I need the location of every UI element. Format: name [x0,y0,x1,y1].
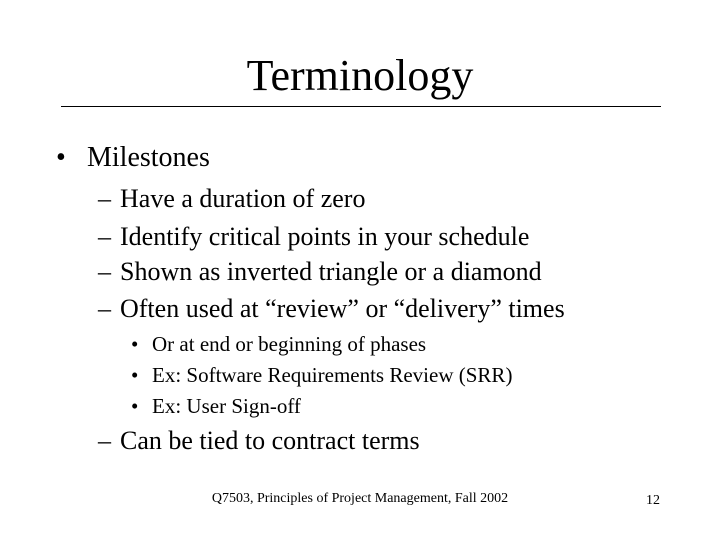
nested-point-2 [131,361,512,389]
sub-point-1 [98,182,365,216]
bullet-marker: • [131,332,139,356]
dash-marker: – [98,257,111,286]
sub-point-3 [98,255,542,289]
slide-title: Terminology [246,51,474,100]
sub-point-4 [98,292,565,326]
sub-point-5 [98,424,420,458]
dash-marker: – [98,294,111,323]
sub-point-text: Have a duration of zero [120,184,366,213]
sub-point-text: Identify critical points in your schedule [120,222,530,251]
dash-marker: – [98,222,111,251]
nested-point-text: Or at end or beginning of phases [152,332,427,356]
slide-footer: Q7503, Principles of Project Management, Fall 2002 [211,491,509,506]
sub-point-2 [98,220,529,254]
sub-point-text: Can be tied to contract terms [120,426,420,455]
bullet-milestones [56,140,210,176]
nested-point-1 [131,330,426,358]
nested-point-text: Ex: User Sign-off [152,394,301,418]
nested-point-3 [131,392,301,420]
bullet-text: Milestones [87,142,210,173]
sub-point-text: Shown as inverted triangle or a diamond [120,257,542,286]
title-divider [61,106,661,107]
dash-marker: – [98,184,111,213]
dash-marker: – [98,426,111,455]
sub-point-text: Often used at “review” or “delivery” times [120,294,565,323]
bullet-marker: • [131,363,139,387]
page-number: 12 [646,493,660,508]
bullet-marker: • [56,142,66,173]
bullet-marker: • [131,394,139,418]
nested-point-text: Ex: Software Requirements Review (SRR) [152,363,513,387]
